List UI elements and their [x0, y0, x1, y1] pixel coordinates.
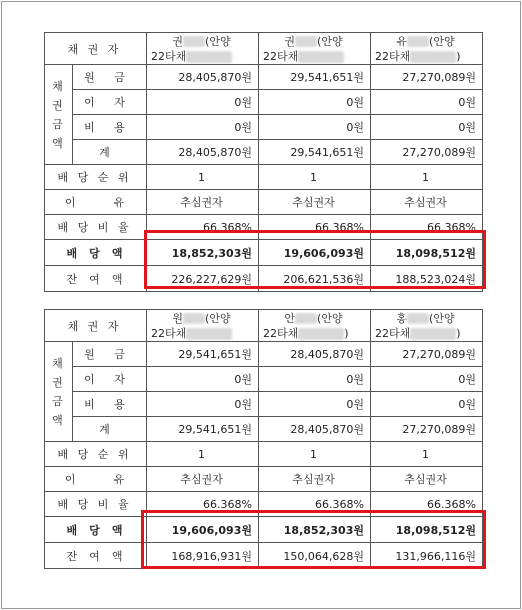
redaction-mark: [186, 51, 232, 63]
reason-label: 이 유: [45, 190, 147, 215]
ratio-value: 66.368%: [147, 215, 259, 240]
rank-value: 1: [371, 442, 483, 467]
remainder-value: 150,064,628원: [259, 543, 371, 569]
ratio-label: 배 당 비 율: [45, 492, 147, 517]
rank-value: 1: [147, 442, 259, 467]
reason-value: 추심권자: [259, 467, 371, 492]
rank-value: 1: [147, 165, 259, 190]
creditor-cell: 원 (안양 22타채: [147, 310, 259, 342]
redaction-mark: [407, 313, 429, 324]
claim-amount-side-label: 채 권 금 액: [45, 65, 73, 165]
reason-value: 추심권자: [259, 190, 371, 215]
remainder-value: 226,227,629원: [147, 266, 259, 292]
interest-value: 0원: [371, 367, 483, 392]
redaction-mark: [295, 36, 317, 47]
interest-value: 0원: [259, 367, 371, 392]
interest-value: 0원: [259, 90, 371, 115]
creditor-cell: 권 (안양 22타채: [259, 33, 371, 65]
ratio-value: 66.368%: [371, 215, 483, 240]
interest-value: 0원: [371, 90, 483, 115]
dividend-value: 18,852,303원: [147, 240, 259, 266]
principal-label: 원 금: [73, 342, 147, 367]
creditor-cell: 안 (안양 22타채 ): [259, 310, 371, 342]
ratio-value: 66.368%: [259, 215, 371, 240]
dividend-value: 18,098,512원: [371, 240, 483, 266]
cost-label: 비 용: [73, 115, 147, 140]
ratio-value: 66.368%: [259, 492, 371, 517]
reason-label: 이 유: [45, 467, 147, 492]
creditor-cell: 홍 (안양 22타채 ): [371, 310, 483, 342]
principal-value: 28,405,870원: [147, 65, 259, 90]
dividend-value: 18,098,512원: [371, 517, 483, 543]
dividend-label: 배 당 액: [45, 240, 147, 266]
remainder-value: 168,916,931원: [147, 543, 259, 569]
reason-value: 추심권자: [147, 190, 259, 215]
ratio-value: 66.368%: [371, 492, 483, 517]
interest-value: 0원: [147, 367, 259, 392]
remainder-value: 188,523,024원: [371, 266, 483, 292]
redaction-mark: [186, 328, 232, 340]
rank-value: 1: [259, 165, 371, 190]
rank-label: 배 당 순 위: [45, 165, 147, 190]
principal-value: 27,270,089원: [371, 342, 483, 367]
reason-value: 추심권자: [147, 467, 259, 492]
reason-value: 추심권자: [371, 467, 483, 492]
dividend-value: 19,606,093원: [147, 517, 259, 543]
interest-label: 이 자: [73, 90, 147, 115]
principal-value: 29,541,651원: [259, 65, 371, 90]
redaction-mark: [410, 51, 456, 63]
highlight-box-1: [144, 230, 486, 289]
total-value: 27,270,089원: [371, 417, 483, 442]
total-value: 29,541,651원: [147, 417, 259, 442]
total-value: 27,270,089원: [371, 140, 483, 165]
creditor-cell: 권 (안양 22타채: [147, 33, 259, 65]
creditor-header: 채 권 자: [45, 33, 147, 65]
remainder-label: 잔 여 액: [45, 543, 147, 569]
rank-label: 배 당 순 위: [45, 442, 147, 467]
remainder-value: 206,621,536원: [259, 266, 371, 292]
interest-value: 0원: [147, 90, 259, 115]
reason-value: 추심권자: [371, 190, 483, 215]
ratio-label: 배 당 비 율: [45, 215, 147, 240]
dividend-label: 배 당 액: [45, 517, 147, 543]
rank-value: 1: [259, 442, 371, 467]
redaction-mark: [410, 328, 456, 340]
total-label: 계: [73, 140, 147, 165]
total-value: 28,405,870원: [259, 417, 371, 442]
cost-label: 비 용: [73, 392, 147, 417]
remainder-value: 131,966,116원: [371, 543, 483, 569]
dividend-value: 19,606,093원: [259, 240, 371, 266]
total-value: 28,405,870원: [147, 140, 259, 165]
total-value: 29,541,651원: [259, 140, 371, 165]
ratio-value: 66.368%: [147, 492, 259, 517]
dividend-value: 18,852,303원: [259, 517, 371, 543]
creditor-cell: 유 (안양 22타채 ): [371, 33, 483, 65]
highlight-box-2: [141, 510, 486, 569]
redaction-mark: [298, 51, 344, 63]
redaction-mark: [183, 36, 205, 47]
cost-value: 0원: [371, 392, 483, 417]
principal-value: 29,541,651원: [147, 342, 259, 367]
interest-label: 이 자: [73, 367, 147, 392]
creditor-header: 채 권 자: [45, 310, 147, 342]
redaction-mark: [183, 313, 205, 324]
redaction-mark: [295, 313, 317, 324]
principal-label: 원 금: [73, 65, 147, 90]
claim-amount-side-label: 채 권 금 액: [45, 342, 73, 442]
redaction-mark: [407, 36, 429, 47]
principal-value: 28,405,870원: [259, 342, 371, 367]
remainder-label: 잔 여 액: [45, 266, 147, 292]
redaction-mark: [298, 328, 344, 340]
principal-value: 27,270,089원: [371, 65, 483, 90]
cost-value: 0원: [259, 115, 371, 140]
total-label: 계: [73, 417, 147, 442]
cost-value: 0원: [371, 115, 483, 140]
cost-value: 0원: [147, 392, 259, 417]
rank-value: 1: [371, 165, 483, 190]
cost-value: 0원: [259, 392, 371, 417]
cost-value: 0원: [147, 115, 259, 140]
